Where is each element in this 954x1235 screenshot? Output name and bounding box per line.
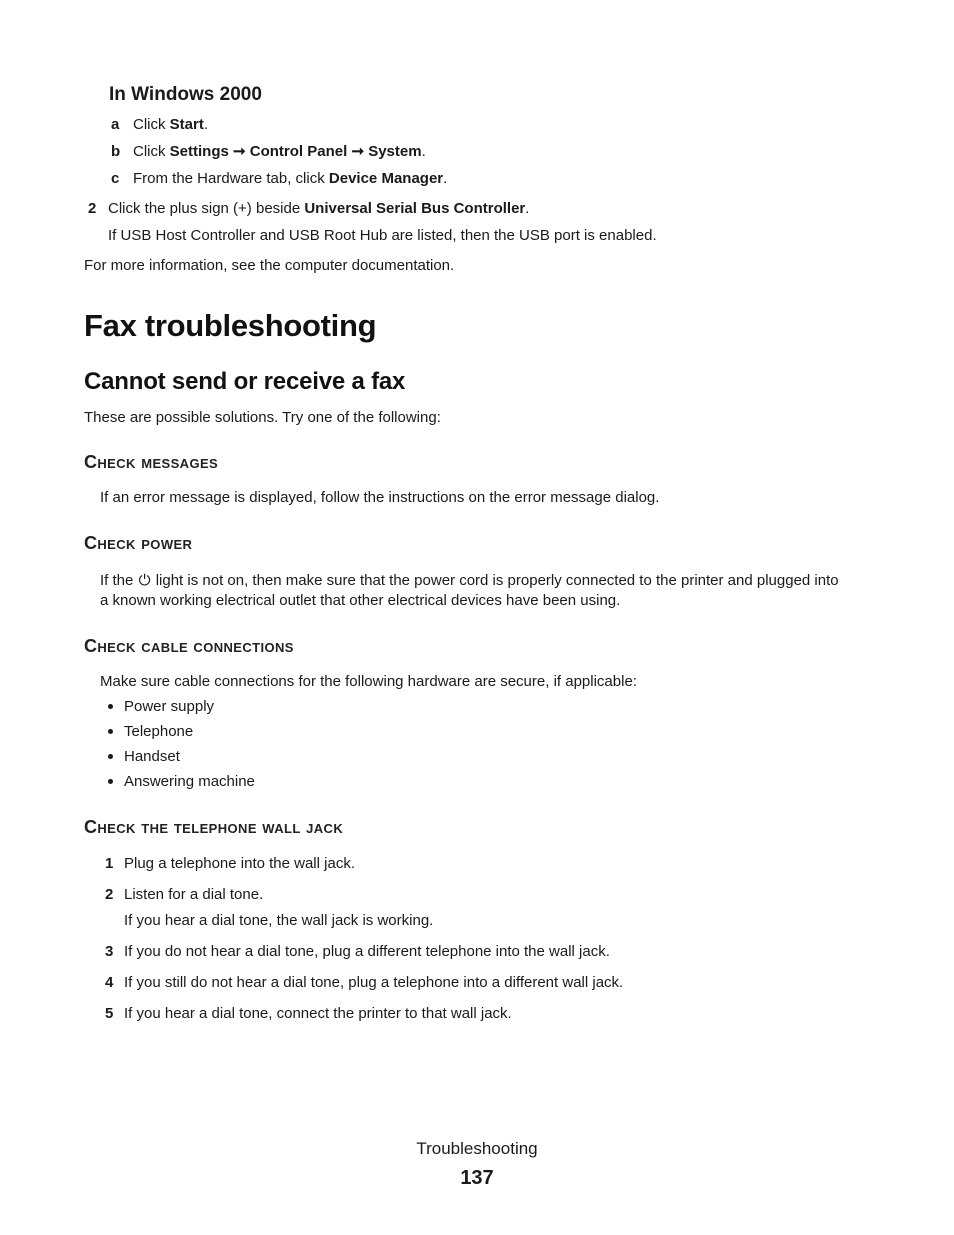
list-item [111, 142, 426, 161]
ui-term: Settings [169, 143, 229, 160]
list-item [108, 697, 214, 716]
list-item [105, 1004, 512, 1023]
bullet-icon [108, 704, 113, 709]
list-item [105, 973, 623, 992]
more-info-text: For more information, see the computer documentation. [84, 257, 455, 274]
list-marker: 4 [105, 974, 114, 991]
list-marker: a [111, 116, 120, 133]
list-item-text: Power supply [124, 698, 215, 715]
power-icon: ⏻ [138, 572, 151, 589]
step-text: Click the plus sign (+) beside [108, 200, 305, 217]
check-cable-intro: Make sure cable connections for the following hardware are secure, if applicable: [100, 673, 637, 690]
list-item [105, 885, 263, 904]
list-item [108, 772, 255, 791]
list-marker: 2 [105, 886, 114, 903]
ui-term: Universal Serial Bus Controller [304, 200, 526, 217]
ui-term: Device Manager [328, 170, 444, 187]
step-note: If you hear a dial tone, the wall jack is working. [124, 912, 434, 929]
bullet-icon [108, 779, 113, 784]
punct: . [421, 143, 426, 160]
ui-term: System [368, 143, 422, 160]
text: light is not on, then make sure that the power cord is properly connected to the printer and plugged into [151, 572, 839, 589]
step-text: If you hear a dial tone, connect the printer to that wall jack. [124, 1005, 512, 1022]
step-text: Click [133, 143, 170, 160]
step-text: If you do not hear a dial tone, plug a different telephone into the wall jack. [124, 943, 610, 960]
list-item [105, 942, 610, 961]
step-text: From the Hardware tab, click [133, 170, 329, 187]
list-item [105, 854, 355, 873]
heading-check-cable-connections: Check cable connections [84, 636, 294, 656]
list-item [108, 722, 193, 741]
list-marker: 2 [88, 200, 97, 217]
list-item-text: Answering machine [124, 773, 255, 790]
arrow-icon: ➞ [228, 143, 250, 160]
check-power-line-2: a known working electrical outlet that other electrical devices have been using. [100, 592, 621, 609]
list-marker: c [111, 170, 120, 187]
list-marker: 5 [105, 1005, 114, 1022]
list-item [111, 169, 447, 188]
text: If the [100, 572, 138, 589]
step-text: Plug a telephone into the wall jack. [124, 855, 355, 872]
list-marker: 3 [105, 943, 114, 960]
heading-check-power: Check power [84, 533, 193, 553]
punct: . [443, 170, 448, 187]
bullet-icon [108, 754, 113, 759]
list-item [88, 199, 529, 218]
subheading-windows-2000: In Windows 2000 [109, 84, 262, 105]
check-power-line-1 [100, 571, 839, 590]
list-item [111, 115, 208, 134]
intro-text: These are possible solutions. Try one of the following: [84, 409, 441, 426]
ui-term: Start [169, 116, 204, 133]
list-item-text: Telephone [124, 723, 194, 740]
heading-check-wall-jack: Check the telephone wall jack [84, 817, 344, 837]
heading-check-messages: Check messages [84, 452, 219, 472]
arrow-icon: ➞ [347, 143, 369, 160]
punct: . [203, 116, 209, 133]
list-marker: 1 [105, 855, 114, 872]
step-note: If USB Host Controller and USB Root Hub are listed, then the USB port is enabled. [108, 227, 657, 244]
section-title: Fax troubleshooting [84, 308, 377, 343]
list-marker: b [111, 143, 121, 160]
subsection-title: Cannot send or receive a fax [84, 368, 406, 395]
step-text: Click [133, 116, 170, 133]
step-text: Listen for a dial tone. [124, 886, 264, 903]
page-number: 137 [460, 1167, 494, 1189]
ui-term: Control Panel [249, 143, 348, 160]
list-item-text: Handset [124, 748, 180, 765]
check-messages-text: If an error message is displayed, follow the instructions on the error message dialog. [100, 489, 660, 506]
step-text: If you still do not hear a dial tone, plug a telephone into a different wall jack. [124, 974, 624, 991]
list-item [108, 747, 180, 766]
punct: . [525, 200, 530, 217]
bullet-icon [108, 729, 113, 734]
footer-section-label: Troubleshooting [416, 1139, 538, 1158]
